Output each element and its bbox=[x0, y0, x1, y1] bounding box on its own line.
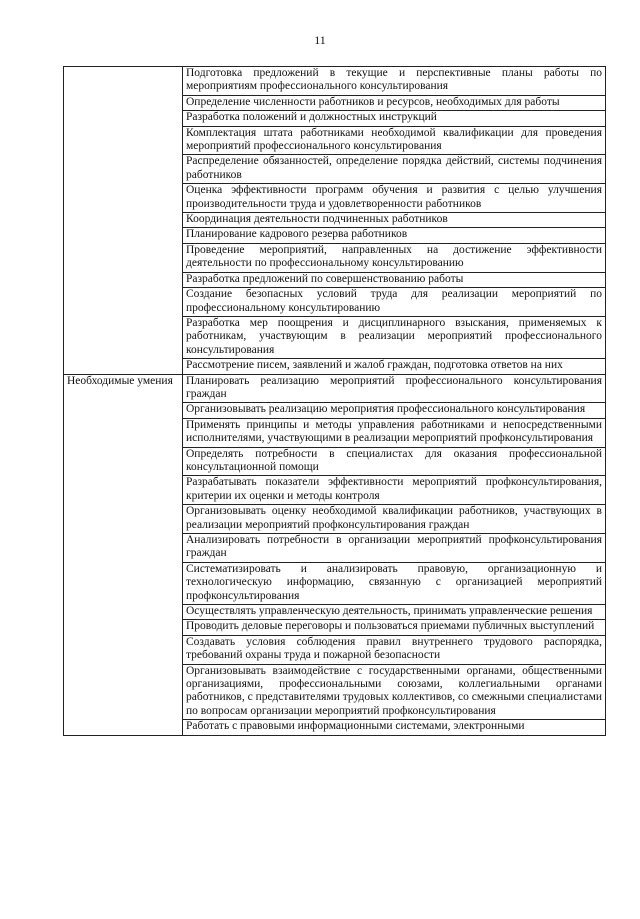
requirement-item: Разрабатывать показатели эффективности мероприятий профконсультирования, критерии их оценки и методы контроля bbox=[183, 476, 606, 505]
requirement-item: Разработка предложений по совершенствованию работы bbox=[183, 272, 606, 287]
section-label: Необходимые умения bbox=[67, 374, 173, 387]
requirement-item: Проводить деловые переговоры и пользоваться приемами публичных выступлений bbox=[183, 620, 606, 635]
requirement-item: Организовывать реализацию мероприятия профессионального консультирования bbox=[183, 403, 606, 418]
table-row bbox=[64, 67, 606, 96]
requirement-item: Работать с правовыми информационными системами, электронными bbox=[183, 720, 606, 735]
requirement-item: Планировать реализацию мероприятий профессионального консультирования граждан bbox=[183, 374, 606, 403]
requirement-item: Определять потребности в специалистах для оказания профессиональной консультационной помощи bbox=[183, 447, 606, 476]
requirement-item: Анализировать потребности в организации мероприятий профконсультирования граждан bbox=[183, 534, 606, 563]
requirement-item: Создание безопасных условий труда для реализации мероприятий по профессиональному консультированию bbox=[183, 288, 606, 317]
requirement-item: Комплектация штата работниками необходимой квалификации для проведения мероприятий профессионального консультирования bbox=[183, 126, 606, 155]
requirement-item: Проведение мероприятий, направленных на достижение эффективности деятельности по профессиональному консультированию bbox=[183, 243, 606, 272]
requirements-table bbox=[63, 66, 606, 736]
requirement-item: Рассмотрение писем, заявлений и жалоб граждан, подготовка ответов на них bbox=[183, 359, 606, 374]
requirement-item: Создавать условия соблюдения правил внутреннего трудового распорядка, требований охраны труда и пожарной безопасности bbox=[183, 635, 606, 664]
section-label-cell bbox=[64, 67, 183, 375]
table-row bbox=[64, 374, 606, 403]
requirement-item: Подготовка предложений в текущие и перспективные планы работы по мероприятиям профессионального консультирования bbox=[183, 67, 606, 96]
requirement-item: Планирование кадрового резерва работников bbox=[183, 228, 606, 243]
requirement-item: Разработка мер поощрения и дисциплинарного взыскания, применяемых к работникам, участвующим в реализации мероприятий профессионального консультирования bbox=[183, 316, 606, 358]
requirement-item: Координация деятельности подчиненных работников bbox=[183, 213, 606, 228]
requirement-item: Оценка эффективности программ обучения и развития с целью улучшения производительности труда и удовлетворенности работников bbox=[183, 184, 606, 213]
requirement-item: Разработка положений и должностных инструкций bbox=[183, 111, 606, 126]
requirement-item: Систематизировать и анализировать правовую, организационную и технологическую информацию, связанную с организацией мероприятий профконсультирования bbox=[183, 562, 606, 604]
requirement-item: Распределение обязанностей, определение порядка действий, системы подчинения работников bbox=[183, 155, 606, 184]
requirement-item: Применять принципы и методы управления работниками и непосредственными исполнителями, участвующими в реализации мероприятий профконсультирования bbox=[183, 418, 606, 447]
requirement-item: Осуществлять управленческую деятельность, принимать управленческие решения bbox=[183, 605, 606, 620]
requirement-item: Организовывать оценку необходимой квалификации работников, участвующих в реализации мероприятий профконсультирования граждан bbox=[183, 505, 606, 534]
requirement-item: Организовывать взаимодействие с государственными органами, общественными организациями, профессиональными союзами, коллегиальными органами работников, с представителями трудовых коллективов, со смежными специалистами по вопросам организации мероприятий профконсультирования bbox=[183, 664, 606, 720]
table-body bbox=[64, 67, 606, 736]
requirement-item: Определение численности работников и ресурсов, необходимых для работы bbox=[183, 95, 606, 110]
section-label-cell bbox=[64, 374, 183, 735]
page-number: 11 bbox=[314, 33, 326, 47]
